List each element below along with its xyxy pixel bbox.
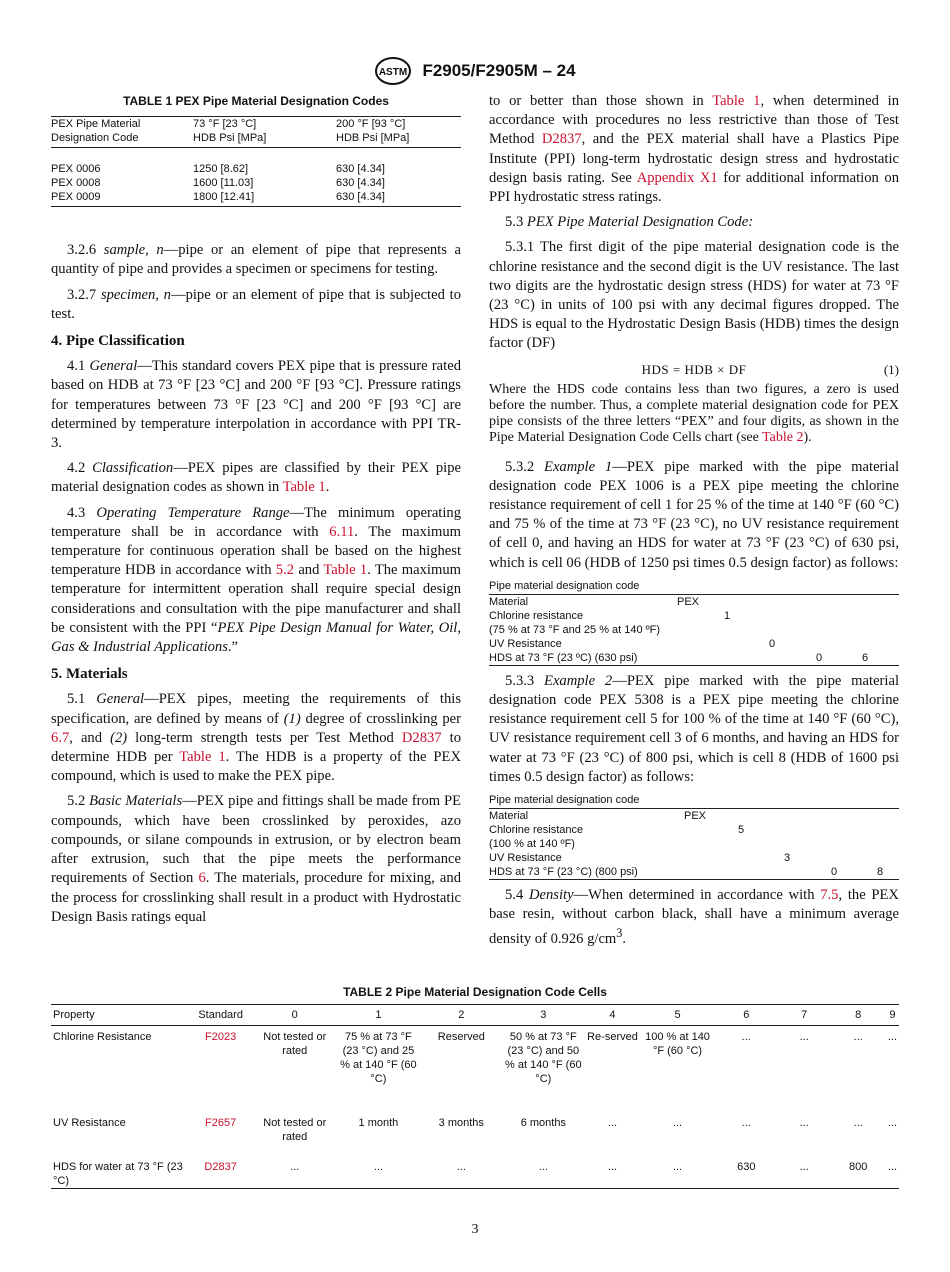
hds-code-note: Where the HDS code contains less than two figures, a zero is used before the number. Thus, a complete material designation code for PEX pipe consists of the three letters “PEX” and four digits, as shown in the Pipe Material Designation Code Cells chart (see Table 2). <box>489 381 899 445</box>
section-4-2: 4.2 Classification—PEX pipes are classified by their PEX pipe material designation codes as shown in Table 1. <box>51 460 461 496</box>
example-row: HDS at 73 °F (23 °C) (800 psi) 0 8 <box>489 865 899 880</box>
left-column <box>51 92 461 933</box>
link-5-2[interactable]: 5.2 <box>275 562 295 579</box>
heading-materials: 5. Materials <box>51 666 128 683</box>
link-table-1[interactable]: Table 1 <box>712 93 761 109</box>
example-2-title: Pipe material designation code <box>489 793 899 809</box>
table2-caption: TABLE 2 Pipe Material Designation Code Cells <box>343 985 607 999</box>
table1-caption: TABLE 1 PEX Pipe Material Designation Codes <box>123 94 389 108</box>
standard-designation: F2905/F2905M – 24 <box>422 61 576 80</box>
table-row: PEX 0006 1250 [8.62] 630 [4.34] <box>51 163 385 176</box>
link-d2837[interactable]: D2837 <box>541 131 582 148</box>
link-table-1[interactable]: Table 1 <box>282 479 326 496</box>
example-1-code-breakdown <box>489 579 899 666</box>
link-table-1[interactable]: Table 1 <box>323 562 368 579</box>
table2 <box>51 1004 899 1189</box>
link-d2837[interactable]: D2837 <box>204 1161 237 1173</box>
right-column <box>489 92 899 956</box>
example-row: UV Resistance 3 <box>489 852 791 865</box>
section-5-3-2: 5.3.2 Example 1—PEX pipe marked with the pipe material designation code PEX 1006 is a PEX pipe meeting the chlorine resistance requirement of cell 1 for 25 % of the time at 140 °F (60 °C) and 75 % of the time at 73 °F (23 °C), no UV resistance requirement of cell 0, and having an HDS for water at 73 °F (23 °C) of 630 psi, which is cell 06 (HDB of 1250 psi times 0.5 design factor) as follows: <box>489 458 899 571</box>
section-5-3-3: 5.3.3 Example 2—PEX pipe marked with the pipe material designation code PEX 5308 is a PEX pipe meeting the chlorine resistance requirement cell 5 for 100 % of the time at 140 °F (60 °C), UV resistance requirement cell 3 of 6 months, and having an HDS for water at 73 °F (23 °C) of 800 psi, which is cell 8 (HDB of 1600 psi times 0.5 design factor) as follows: <box>489 672 899 785</box>
table1 <box>51 116 461 207</box>
example-row: Chlorine resistance 5 <box>489 824 745 837</box>
section-5-3: 5.3 PEX Pipe Material Designation Code: <box>505 214 754 231</box>
example-row: (75 % at 73 °F and 25 % at 140 ºF) <box>489 623 661 636</box>
astm-logo <box>374 56 412 86</box>
example-row: Material PEX <box>489 810 707 823</box>
example-row: Material PEX <box>489 595 700 608</box>
example-row: (100 % at 140 ºF) <box>489 838 575 851</box>
example-row: UV Resistance 0 <box>489 637 776 650</box>
example-row: HDS at 73 °F (23 ºC) (630 psi) 0 6 <box>489 651 899 666</box>
table2-header-row: Property Standard 0 1 2 3 4 5 6 7 8 9 <box>51 1005 899 1026</box>
link-appendix-x1[interactable]: Appendix X1 <box>636 169 718 186</box>
table-row: Chlorine Resistance F2023 Not tested or rated 75 % at 73 °F (23 °C) and 25 % at 140 °F (60 °C) Reserved 50 % at 73 °F (23 °C) and 50 % at 140 °F (60 °C) Re-served 100 % at 140 °F (60 °C) ... ... ... ... <box>53 1031 897 1085</box>
section-5-2: 5.2 Basic Materials—PEX pipe and fittings shall be made from PE compounds, which have been crosslinked by peroxides, azo compounds, or silane compounds in extrusion, or by electron beam after extrusion, such that the pipe meets the performance requirements of Section 6. The materials, procedure for mixing, and the process for crosslinking shall result in a product with Hydrostatic Design Basis ratings equal <box>51 793 461 925</box>
link-7-5[interactable]: 7.5 <box>820 887 839 904</box>
link-f2023[interactable]: F2023 <box>205 1031 237 1043</box>
equation-number: (1) <box>883 361 899 377</box>
section-5-1: 5.1 General—PEX pipes, meeting the requirements of this specification, are defined by means of (1) degree of crosslinking per 6.7, and (2) long-term strength tests per Test Method D2837 to determine HDB per Table 1. The HDB is a property of the PEX compound, which is used to make the PEX pipe. <box>51 691 461 785</box>
example-2-code-breakdown <box>489 793 899 880</box>
section-5-4: 5.4 Density—When determined in accordance with 7.5, the PEX base resin, without carbon black, shall have a minimum average density of 0.926 $g/cm^3$. <box>489 887 899 948</box>
table1-header-cell: 73 °F [23 °C] HDB Psi [MPa] <box>193 117 336 148</box>
link-table-2[interactable]: Table 2 <box>762 429 804 445</box>
equation-formula: HDS = HDB × DF <box>641 361 747 377</box>
table1-header-cell: PEX Pipe Material Designation Code <box>51 117 193 148</box>
section-4-3: 4.3 Operating Temperature Range—The minimum operating temperature shall be in accordance with 6.11. The maximum temperature for continuous operation shall be based on the highest temperature HDB in accordance with 5.2 and Table 1. The maximum temperature for intermittent operation shall require special design considerations and consultation with the pipe manufacturer and shall be consistent with the PPI “PEX Pipe Design Manual for Water, Oil, Gas & Industrial Applications.” <box>51 504 461 656</box>
example-1-title: Pipe material designation code <box>489 579 899 595</box>
table-row: PEX 0008 1600 [11.03] 630 [4.34] <box>51 177 385 190</box>
link-d2837[interactable]: D2837 <box>401 729 442 746</box>
section-3-2-7: 3.2.7 specimen, n—pipe or an element of pipe that is subjected to test. <box>51 286 461 322</box>
link-section-6[interactable]: 6 <box>198 870 206 887</box>
link-6-11[interactable]: 6.11 <box>329 523 355 540</box>
astm-logo-text: ASTM <box>379 67 408 78</box>
heading-pipe-classification: 4. Pipe Classification <box>51 333 185 350</box>
example-row: Chlorine resistance 1 <box>489 609 731 622</box>
link-6-7[interactable]: 6.7 <box>51 729 70 746</box>
table-row: UV Resistance F2657 Not tested or rated 1 month 3 months 6 months ... ... ... ... ... ... <box>53 1117 897 1143</box>
section-4-1: 4.1 General—This standard covers PEX pipe that is pressure rated based on HDB at 73 °F [23 °C] and 200 °F [93 °C]. Pressure ratings for temperatures between 73 °F [23 °C] and 200 °F [93 °C] are determined by temperature interpolation in accordance with PPI TR-3. <box>51 358 461 452</box>
table-row: HDS for water at 73 °F (23 °C) D2837 ... ... ... ... ... ... 630 ... 800 ... <box>51 1156 899 1189</box>
equation-1 <box>489 360 899 380</box>
link-table-1[interactable]: Table 1 <box>179 749 226 766</box>
table1-header-cell: 200 °F [93 °C] HDB Psi [MPa] <box>336 117 461 148</box>
link-f2657[interactable]: F2657 <box>205 1117 237 1129</box>
section-5-2-continued: to or better than those shown in Table 1, when determined in accordance with procedures no less restrictive than those of Test Method D2837, and the PEX material shall have a Plastics Pipe Institute (PPI) long-term hydrostatic design stress and hydrostatic design basis rating. See Appendix X1 for additional information on PPI hydrostatic stress ratings. <box>489 93 900 206</box>
table2-block <box>51 985 899 1189</box>
table-row: PEX 0009 1800 [12.41] 630 [4.34] <box>51 190 461 207</box>
page-header <box>0 56 950 86</box>
section-3-2-6: 3.2.6 sample, n—pipe or an element of pipe that represents a quantity of pipe and provides a specimen or specimens for testing. <box>51 242 461 278</box>
page-number: 3 <box>471 1222 479 1237</box>
section-5-3-1: 5.3.1 The first digit of the pipe material designation code is the chlorine resistance and the second digit is the UV resistance. The last two digits are the hydrostatic design stress (HDS) for water at 73 °F (23 °C) in units of 100 psi with any decimal figures dropped. The HDS is equal to the Hydrostatic Design Basis (HDB) times the design factor (DF) <box>489 239 899 352</box>
